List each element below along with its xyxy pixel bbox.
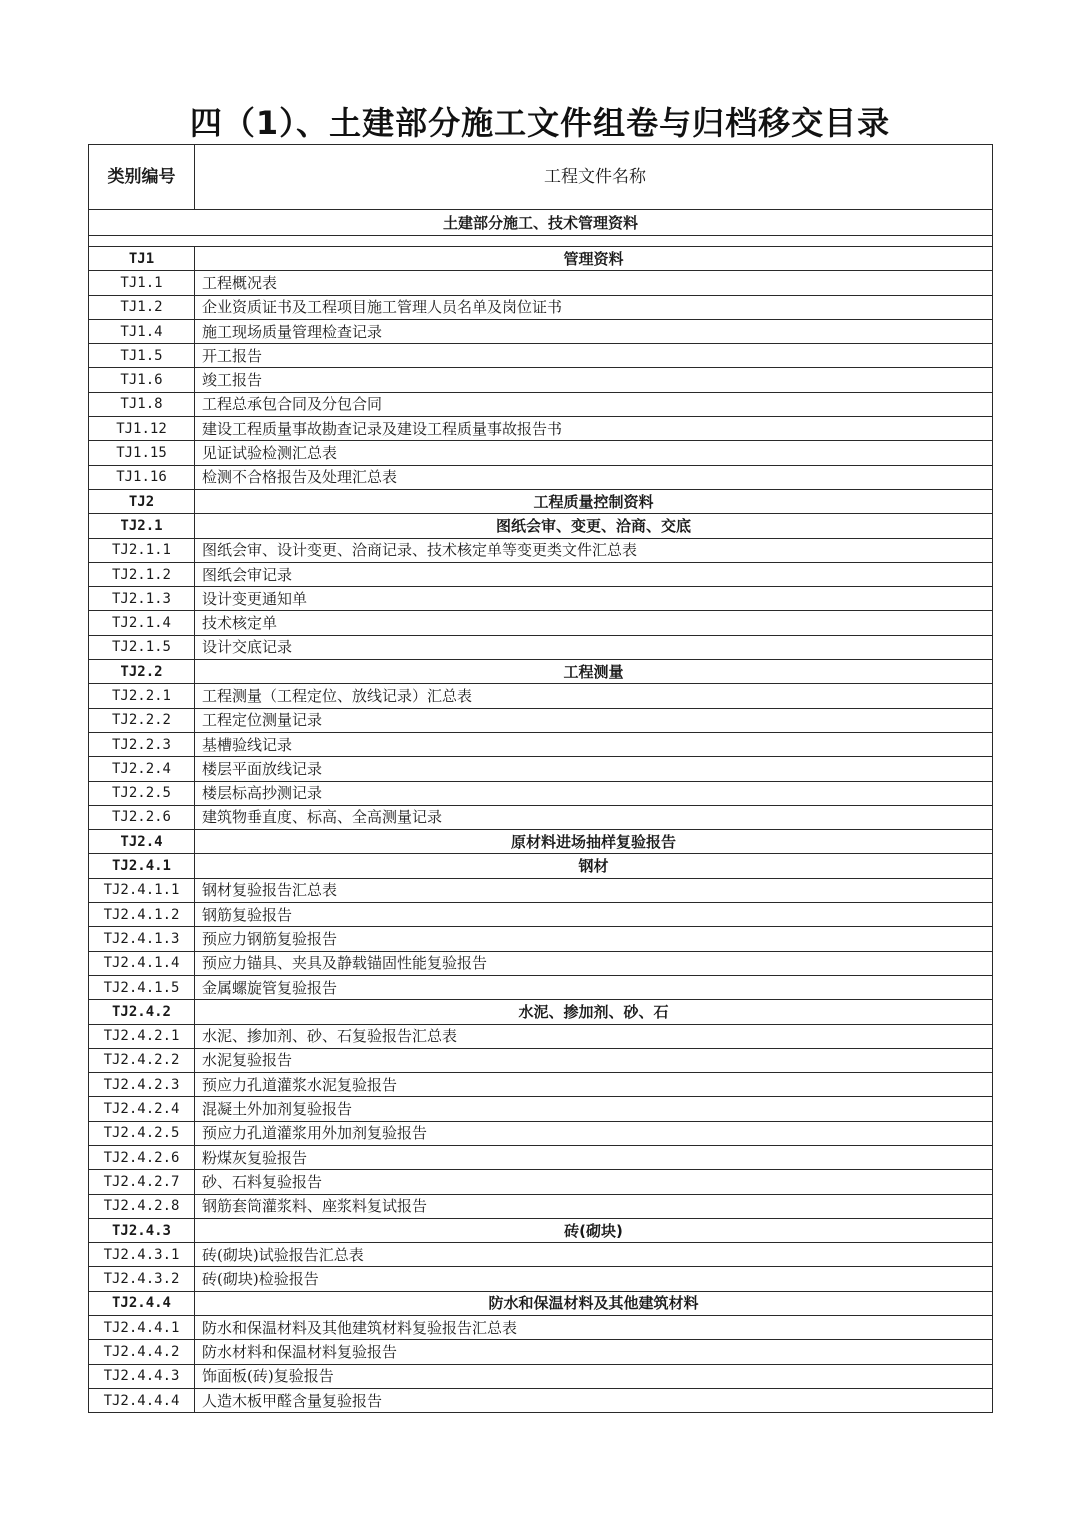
- category-code: TJ2.4.1.4: [89, 951, 195, 975]
- category-code: TJ2.4.2.6: [89, 1145, 195, 1169]
- file-name: 预应力孔道灌浆水泥复验报告: [195, 1073, 993, 1097]
- table-row: [89, 587, 993, 611]
- file-name: 工程测量（工程定位、放线记录）汇总表: [195, 684, 993, 708]
- category-code: TJ2.4.2.3: [89, 1073, 195, 1097]
- file-name: 竣工报告: [195, 368, 993, 392]
- category-code: TJ1: [89, 247, 195, 271]
- file-name: 工程定位测量记录: [195, 708, 993, 732]
- table-row: [89, 1024, 993, 1048]
- file-name: 企业资质证书及工程项目施工管理人员名单及岗位证书: [195, 295, 993, 319]
- section-title: 管理资料: [195, 247, 993, 271]
- table-row: [89, 441, 993, 465]
- header-name-cell: 工程文件名称: [195, 145, 993, 210]
- category-code: TJ2.1.5: [89, 635, 195, 659]
- section-row: [89, 830, 993, 854]
- section-row: [89, 854, 993, 878]
- file-name: 楼层平面放线记录: [195, 757, 993, 781]
- table-row: [89, 1340, 993, 1364]
- category-code: TJ2.4.3.2: [89, 1267, 195, 1291]
- section-row: [89, 660, 993, 684]
- table-row: [89, 684, 993, 708]
- section-row: [89, 514, 993, 538]
- table-row: [89, 1170, 993, 1194]
- category-code: TJ2.4.2.2: [89, 1048, 195, 1072]
- table-row: [89, 1121, 993, 1145]
- file-name: 钢筋套筒灌浆料、座浆料复试报告: [195, 1194, 993, 1218]
- table-row: [89, 271, 993, 295]
- category-code: TJ2: [89, 489, 195, 513]
- category-code: TJ2.2.4: [89, 757, 195, 781]
- file-name: 钢筋复验报告: [195, 903, 993, 927]
- category-code: TJ1.6: [89, 368, 195, 392]
- section-row: [89, 247, 993, 271]
- section-title: 原材料进场抽样复验报告: [195, 830, 993, 854]
- table-row: [89, 805, 993, 829]
- group-title: 土建部分施工、技术管理资料: [89, 210, 993, 236]
- file-name: 饰面板(砖)复验报告: [195, 1364, 993, 1388]
- file-name: 设计变更通知单: [195, 587, 993, 611]
- category-code: TJ2.2: [89, 660, 195, 684]
- file-name: 钢材复验报告汇总表: [195, 878, 993, 902]
- table-row: [89, 757, 993, 781]
- file-name: 防水和保温材料及其他建筑材料复验报告汇总表: [195, 1316, 993, 1340]
- file-name: 预应力孔道灌浆用外加剂复验报告: [195, 1121, 993, 1145]
- category-code: TJ2.4: [89, 830, 195, 854]
- category-code: TJ2.4.2.7: [89, 1170, 195, 1194]
- table-body: [89, 145, 993, 1413]
- category-code: TJ2.1.1: [89, 538, 195, 562]
- file-name: 设计交底记录: [195, 635, 993, 659]
- file-name: 水泥、掺加剂、砂、石复验报告汇总表: [195, 1024, 993, 1048]
- category-code: TJ1.12: [89, 417, 195, 441]
- category-code: TJ2.4.3: [89, 1218, 195, 1242]
- archive-catalog-table: [88, 144, 993, 1413]
- file-name: 砖(砌块)检验报告: [195, 1267, 993, 1291]
- category-code: TJ2.4.1.2: [89, 903, 195, 927]
- table-row: [89, 1267, 993, 1291]
- category-code: TJ2.4.4.3: [89, 1364, 195, 1388]
- category-code: TJ2.2.2: [89, 708, 195, 732]
- file-name: 防水材料和保温材料复验报告: [195, 1340, 993, 1364]
- header-code-cell: 类别编号: [89, 145, 195, 210]
- category-code: TJ2.4.3.1: [89, 1243, 195, 1267]
- file-name: 人造木板甲醛含量复验报告: [195, 1388, 993, 1412]
- table-row: [89, 1388, 993, 1412]
- category-code: TJ2.1.4: [89, 611, 195, 635]
- table-row: [89, 878, 993, 902]
- table-row: [89, 1048, 993, 1072]
- table-row: [89, 635, 993, 659]
- category-code: TJ2.2.5: [89, 781, 195, 805]
- file-name: 图纸会审、设计变更、洽商记录、技术核定单等变更类文件汇总表: [195, 538, 993, 562]
- category-code: TJ2.4.2.4: [89, 1097, 195, 1121]
- file-name: 工程总承包合同及分包合同: [195, 392, 993, 416]
- category-code: TJ2.4.1.3: [89, 927, 195, 951]
- category-code: TJ2.4.4: [89, 1291, 195, 1315]
- table-row: [89, 1194, 993, 1218]
- section-title: 水泥、掺加剂、砂、石: [195, 1000, 993, 1024]
- category-code: TJ2.2.6: [89, 805, 195, 829]
- category-code: TJ1.15: [89, 441, 195, 465]
- section-title: 工程测量: [195, 660, 993, 684]
- file-name: 粉煤灰复验报告: [195, 1145, 993, 1169]
- category-code: TJ2.4.4.2: [89, 1340, 195, 1364]
- table-row: [89, 465, 993, 489]
- section-row: [89, 1291, 993, 1315]
- table-row: [89, 975, 993, 999]
- file-name: 基槽验线记录: [195, 732, 993, 756]
- separator-cell: [89, 236, 993, 247]
- section-row: [89, 1218, 993, 1242]
- file-name: 技术核定单: [195, 611, 993, 635]
- category-code: TJ2.1.3: [89, 587, 195, 611]
- category-code: TJ1.2: [89, 295, 195, 319]
- category-code: TJ1.16: [89, 465, 195, 489]
- table-row: [89, 1097, 993, 1121]
- category-code: TJ2.4.2: [89, 1000, 195, 1024]
- category-code: TJ2.4.4.1: [89, 1316, 195, 1340]
- section-title: 防水和保温材料及其他建筑材料: [195, 1291, 993, 1315]
- section-title: 砖(砌块): [195, 1218, 993, 1242]
- table-row: [89, 611, 993, 635]
- file-name: 水泥复验报告: [195, 1048, 993, 1072]
- table-row: [89, 1243, 993, 1267]
- category-code: TJ2.1.2: [89, 562, 195, 586]
- table-row: [89, 1073, 993, 1097]
- header-row: [89, 145, 993, 210]
- file-name: 建设工程质量事故勘查记录及建设工程质量事故报告书: [195, 417, 993, 441]
- category-code: TJ2.4.1.5: [89, 975, 195, 999]
- file-name: 施工现场质量管理检查记录: [195, 319, 993, 343]
- file-name: 预应力钢筋复验报告: [195, 927, 993, 951]
- category-code: TJ1.1: [89, 271, 195, 295]
- category-code: TJ2.2.3: [89, 732, 195, 756]
- category-code: TJ1.4: [89, 319, 195, 343]
- file-name: 建筑物垂直度、标高、全高测量记录: [195, 805, 993, 829]
- table-row: [89, 781, 993, 805]
- section-row: [89, 489, 993, 513]
- table-row: [89, 392, 993, 416]
- category-code: TJ2.1: [89, 514, 195, 538]
- section-title: 钢材: [195, 854, 993, 878]
- table-row: [89, 708, 993, 732]
- table-row: [89, 538, 993, 562]
- category-code: TJ2.4.2.5: [89, 1121, 195, 1145]
- category-code: TJ1.5: [89, 344, 195, 368]
- category-code: TJ2.2.1: [89, 684, 195, 708]
- file-name: 见证试验检测汇总表: [195, 441, 993, 465]
- file-name: 砂、石料复验报告: [195, 1170, 993, 1194]
- table-row: [89, 1316, 993, 1340]
- file-name: 混凝土外加剂复验报告: [195, 1097, 993, 1121]
- table-row: [89, 903, 993, 927]
- table-row: [89, 1145, 993, 1169]
- section-title: 工程质量控制资料: [195, 489, 993, 513]
- table-row: [89, 562, 993, 586]
- table-row: [89, 368, 993, 392]
- table-row: [89, 295, 993, 319]
- category-code: TJ2.4.2.1: [89, 1024, 195, 1048]
- category-code: TJ2.4.4.4: [89, 1388, 195, 1412]
- section-row: [89, 1000, 993, 1024]
- category-code: TJ2.4.1: [89, 854, 195, 878]
- table-row: [89, 344, 993, 368]
- category-code: TJ2.4.2.8: [89, 1194, 195, 1218]
- file-name: 检测不合格报告及处理汇总表: [195, 465, 993, 489]
- file-name: 图纸会审记录: [195, 562, 993, 586]
- table-row: [89, 319, 993, 343]
- table-row: [89, 417, 993, 441]
- file-name: 楼层标高抄测记录: [195, 781, 993, 805]
- group-row: [89, 210, 993, 236]
- table-row: [89, 732, 993, 756]
- table-row: [89, 1364, 993, 1388]
- file-name: 砖(砌块)试验报告汇总表: [195, 1243, 993, 1267]
- file-name: 工程概况表: [195, 271, 993, 295]
- file-name: 预应力锚具、夹具及静载锚固性能复验报告: [195, 951, 993, 975]
- category-code: TJ1.8: [89, 392, 195, 416]
- file-name: 开工报告: [195, 344, 993, 368]
- separator-band: [89, 236, 993, 247]
- section-title: 图纸会审、变更、洽商、交底: [195, 514, 993, 538]
- table-row: [89, 951, 993, 975]
- page-title: 四（1）、土建部分施工文件组卷与归档移交目录: [189, 104, 891, 142]
- table-row: [89, 927, 993, 951]
- category-code: TJ2.4.1.1: [89, 878, 195, 902]
- file-name: 金属螺旋管复验报告: [195, 975, 993, 999]
